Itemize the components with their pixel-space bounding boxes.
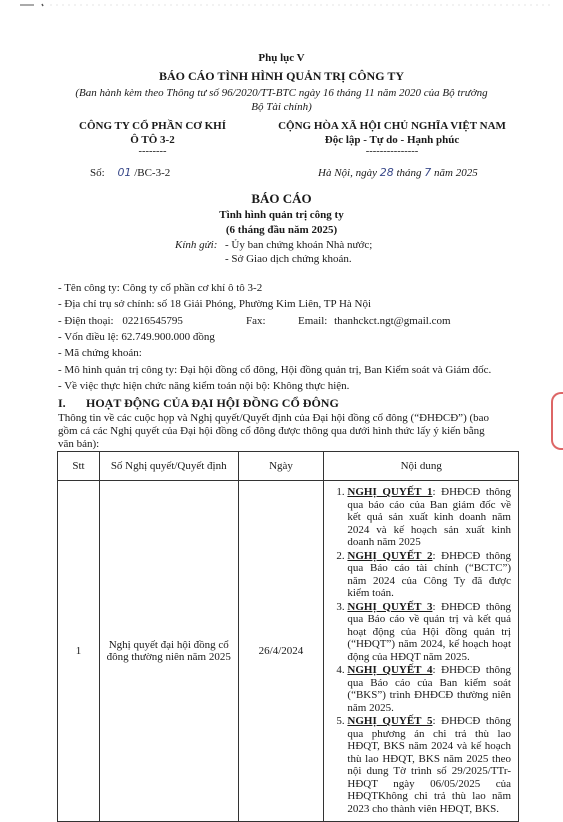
company-name-line1: CÔNG TY CỔ PHẦN CƠ KHÍ bbox=[79, 120, 226, 132]
resolution-text: : ĐHĐCĐ thông qua Báo cáo về quản trị và kết quả hoạt động của Hội đồng quản trị (“HĐQT”) năm 2024, kế hoạch hoạt động của HĐQT năm 2025. bbox=[347, 600, 511, 663]
document-number bbox=[90, 166, 170, 179]
nation-motto: Độc lập - Tự do - Hạnh phúc bbox=[324, 134, 460, 146]
report-form-title: BÁO CÁO TÌNH HÌNH QUẢN TRỊ CÔNG TY bbox=[158, 69, 405, 83]
date-prefix: Hà Nội, ngày bbox=[318, 167, 377, 179]
number-handwritten: 01 bbox=[117, 166, 132, 179]
resolution-text: : ĐHĐCĐ thông qua Báo cáo tài chính (“BCTC”) năm 2024 của Công Ty đã được kiểm toán. bbox=[347, 549, 511, 599]
company-address: - Địa chỉ trụ sở chính: số 18 Giải Phóng, Phường Kim Liên, TP Hà Nội bbox=[58, 298, 372, 310]
issued-note-line2: Bộ Tài chính) bbox=[251, 101, 312, 113]
resolution-list bbox=[325, 482, 517, 820]
recipient-ssc: - Ủy ban chứng khoán Nhà nước; bbox=[225, 239, 373, 251]
issued-note-line1: (Ban hành kèm theo Thông tư số 96/2020/TT-BTC ngày 16 tháng 11 năm 2020 của Bộ trưởng bbox=[75, 87, 488, 99]
list-item bbox=[347, 715, 511, 815]
list-item bbox=[347, 486, 511, 549]
company-name-line2: Ô TÔ 3-2 bbox=[130, 134, 175, 146]
day-handwritten: 28 bbox=[379, 166, 394, 179]
section-intro-line3: văn bản): bbox=[58, 438, 100, 450]
resolution-text: : ĐHĐCĐ thông qua báo cáo của Ban giám đốc về kết quả sản xuất kinh doanh năm 2024 và kế hoạch sản xuất kinh doanh năm 2025 bbox=[347, 486, 511, 548]
section-intro-line1: Thông tin về các cuộc họp và Nghị quyết/Quyết định của Đại hội đồng cổ đông (“ĐHĐCĐ”) (bao bbox=[58, 412, 490, 424]
col-header-stt: Stt bbox=[58, 452, 100, 481]
month-label: tháng bbox=[396, 167, 422, 179]
email-label: Email: bbox=[298, 315, 328, 327]
resolution-title: NGHỊ QUYẾT 3 bbox=[347, 600, 433, 613]
row-stt: 1 bbox=[58, 481, 100, 822]
table-row bbox=[58, 481, 519, 822]
company-name-info: - Tên công ty: Công ty cổ phần cơ khí ô tô 3-2 bbox=[58, 282, 263, 294]
list-item bbox=[347, 664, 511, 714]
row-resolution: Nghị quyết đại hội đồng cổ đông thường niên năm 2025 bbox=[99, 481, 238, 822]
report-title: BÁO CÁO bbox=[251, 191, 312, 206]
document-date bbox=[318, 166, 478, 179]
shareholder-meetings-table bbox=[57, 451, 519, 822]
resolution-title: NGHỊ QUYẾT 2 bbox=[347, 549, 433, 562]
row-date: 26/4/2024 bbox=[238, 481, 324, 822]
table-header-row bbox=[58, 452, 519, 481]
report-period: (6 tháng đầu năm 2025) bbox=[225, 224, 338, 236]
recipient-label: Kính gửi: bbox=[175, 239, 218, 251]
internal-audit: - Về việc thực hiện chức năng kiểm toán nội bộ: Không thực hiện. bbox=[58, 380, 350, 392]
nation-divider: --------------- bbox=[365, 146, 419, 157]
resolution-text: : ĐHĐCĐ thông qua phương án chi trả thù lao HĐQT, BKS năm 2024 và kế hoạch thù lao HĐQT, BKS năm 2025 theo nội dung Tờ trình số 29/2025/TTr-HĐQT ngày 06/05/2025 của HĐQTKhông chi trả thù lao năm 2023 cho thành viên HĐQT, BKS. bbox=[347, 715, 511, 815]
company-email bbox=[298, 315, 451, 327]
stock-code: - Mã chứng khoán: bbox=[58, 347, 142, 359]
appendix-label: Phụ lục V bbox=[258, 52, 305, 64]
report-subtitle: Tình hình quản trị công ty bbox=[219, 209, 344, 221]
fax-label: Fax: bbox=[246, 315, 266, 327]
email-value: thanhckct.ngt@gmail.com bbox=[334, 315, 451, 327]
red-stamp-edge bbox=[551, 392, 563, 450]
list-item bbox=[347, 550, 511, 600]
month-handwritten: 7 bbox=[424, 166, 432, 179]
section-title: HOẠT ĐỘNG CỦA ĐẠI HỘI ĐỒNG CỔ ĐÔNG bbox=[86, 396, 339, 410]
resolution-title: NGHỊ QUYẾT 5 bbox=[347, 715, 433, 727]
recipient-exchange: - Sở Giao dịch chứng khoán. bbox=[225, 253, 352, 265]
company-divider: -------- bbox=[138, 146, 167, 157]
list-item bbox=[347, 601, 511, 664]
row-content bbox=[324, 481, 519, 822]
col-header-content: Nội dung bbox=[324, 452, 519, 481]
phone-label: - Điện thoại: bbox=[58, 315, 114, 327]
section-intro-line2: gồm cả các Nghị quyết của Đại hội đồng cổ đông được thông qua dưới hình thức lấy ý kiến bằng bbox=[58, 425, 485, 437]
number-label: Số: bbox=[90, 167, 105, 179]
year-label: năm 2025 bbox=[434, 167, 478, 179]
number-suffix: /BC-3-2 bbox=[134, 167, 171, 179]
scan-edge-marks bbox=[0, 0, 563, 20]
section-number: I. bbox=[58, 396, 66, 410]
governance-model: - Mô hình quản trị công ty: Đại hội đồng cổ đông, Hội đồng quản trị, Ban Kiểm soát và Giám đốc. bbox=[58, 364, 492, 376]
col-header-date: Ngày bbox=[238, 452, 324, 481]
company-phone bbox=[58, 315, 183, 327]
resolution-text: : ĐHĐCĐ thông qua Báo cáo của Ban kiểm soát (“BKS”) trình ĐHĐCĐ thường niên năm 2025. bbox=[347, 664, 511, 714]
resolution-title: NGHỊ QUYẾT 1 bbox=[347, 486, 433, 498]
charter-capital: - Vốn điều lệ: 62.749.900.000 đồng bbox=[58, 331, 215, 343]
nation-title: CỘNG HÒA XÃ HỘI CHỦ NGHĨA VIỆT NAM bbox=[278, 120, 506, 132]
phone-value: 02216545795 bbox=[122, 315, 183, 327]
col-header-resolution: Số Nghị quyết/Quyết định bbox=[99, 452, 238, 481]
resolution-title: NGHỊ QUYẾT 4 bbox=[347, 664, 433, 676]
